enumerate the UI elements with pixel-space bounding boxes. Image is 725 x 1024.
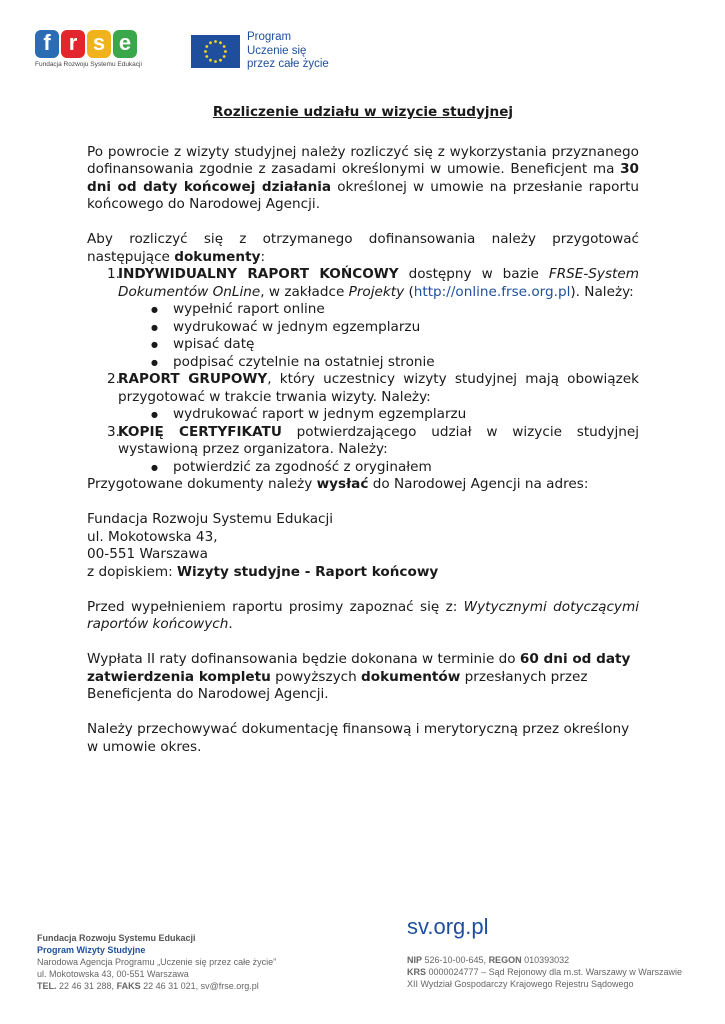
list-item	[87, 266, 639, 371]
required-documents-list	[87, 266, 639, 476]
footer-agency: Narodowa Agencja Programu „Uczenie się przez całe życie”	[37, 957, 277, 967]
documents-intro-colon: :	[260, 248, 266, 265]
system-name: FRSE-System Dokumentów OnLine	[118, 266, 639, 300]
list-item	[87, 424, 639, 477]
bullet-item: ● wpisać datę	[118, 336, 639, 354]
frse-letter-f: f	[35, 30, 59, 58]
item-number: 3.	[107, 423, 120, 440]
footer-program: Program Wizyty Studyjne	[37, 945, 146, 955]
footer-nip: NIP 526-10-00-645, REGON 010393032	[407, 955, 570, 965]
item-title: KOPIĘ CERTYFIKATU	[118, 423, 282, 440]
documents-intro	[87, 231, 639, 266]
address-note-bold: Wizyty studyjne - Raport końcowy	[177, 563, 439, 580]
bullet-item: ● wydrukować w jednym egzemplarzu	[118, 319, 639, 337]
eu-flag-icon	[191, 35, 240, 68]
payment-paragraph: Wypłata II raty dofinansowania będzie dokonana w terminie do 60 dni od daty zatwierdzenia kompletu powyższych dokumentów przesłanych przez Beneficjenta do Narodowej Agencji.	[87, 651, 631, 702]
frse-subtitle: Fundacja Rozwoju Systemu Edukacji	[35, 61, 142, 68]
program-line-3: przez całe życie	[247, 58, 329, 70]
address-line: ul. Mokotowska 43,	[87, 528, 218, 545]
bullet-item: ● wydrukować raport w jednym egzemplarzu	[118, 406, 639, 424]
item-number: 1.	[107, 266, 120, 282]
footer-phone: TEL. 22 46 31 288, FAKS 22 46 31 021, sv@frse.org.pl	[37, 981, 259, 991]
address-line: 00-551 Warszawa	[87, 546, 208, 562]
item-text: KOPIĘ CERTYFIKATU potwierdzającego udział w wizycie studyjnej wystawioną przez organizatora. Należy:	[118, 423, 639, 457]
address-line: Fundacja Rozwoju Systemu Edukacji	[87, 511, 334, 527]
list-item	[87, 371, 639, 424]
send-instructions: Przygotowane dokumenty należy wysłać do Narodowej Agencji na adres:	[87, 476, 589, 492]
frse-letter-s: s	[87, 30, 111, 58]
bullet-list	[118, 406, 639, 424]
storage-paragraph: Należy przechowywać dokumentację finansową i merytoryczną przez określony w umowie okres.	[87, 721, 630, 755]
bullet-item: ● potwierdzić za zgodność z oryginałem	[118, 459, 639, 477]
payment-documents: dokumentów	[361, 668, 461, 685]
documents-intro-text: Aby rozliczyć się z otrzymanego dofinansowania należy przygotować następujące	[87, 231, 639, 265]
frse-letter-e: e	[113, 30, 137, 58]
mailing-address	[87, 511, 639, 581]
send-bold: wysłać	[316, 476, 369, 492]
bullet-item: ● wypełnić raport online	[118, 301, 639, 319]
bullet-list	[118, 459, 639, 477]
online-frse-link[interactable]: http://online.frse.org.pl	[413, 283, 571, 300]
item-text: RAPORT GRUPOWY, który uczestnicy wizyty studyjnej mają obowiązek przygotować w trakcie trwania wizyty. Należy:	[118, 371, 639, 405]
footer-org: Fundacja Rozwoju Systemu Edukacji	[37, 933, 196, 943]
footer-court: XII Wydział Gospodarczy Krajowego Rejestru Sądowego	[407, 979, 634, 989]
guidelines-title: Wytycznymi dotyczącymi raportów końcowych	[87, 598, 639, 632]
program-line-1: Program	[247, 31, 292, 43]
footer-krs: KRS 0000024777 – Sąd Rejonowy dla m.st. Warszawy w Warszawie	[407, 967, 682, 977]
page-header	[35, 30, 355, 75]
bullet-item: ● podpisać czytelnie na ostatniej stronie	[118, 354, 639, 372]
documents-intro-bold: dokumenty	[174, 248, 261, 265]
frse-logo-letters	[35, 30, 147, 58]
document-body	[87, 104, 639, 756]
footer-street: ul. Mokotowska 43, 00-551 Warszawa	[37, 969, 189, 979]
document-title: Rozliczenie udziału w wizycie studyjnej	[212, 104, 514, 120]
intro-text: Po powrocie z wizyty studyjnej należy rozliczyć się z wykorzystania przyznanego dofinansowania zgodnie z zasadami określonymi w umowie. Beneficjent ma	[87, 143, 639, 177]
payment-deadline: 60 dni od daty zatwierdzenia kompletu	[87, 651, 631, 685]
item-number: 2.	[107, 371, 120, 387]
intro-text-end: określonej w umowie na przesłanie raportu końcowego do Narodowej Agencji.	[87, 178, 640, 212]
program-line-2: Uczenie się	[247, 44, 307, 57]
footer-domain: sv.org.pl	[407, 914, 489, 939]
frse-logo	[35, 30, 147, 75]
frse-letter-r: r	[61, 30, 85, 58]
address-note: z dopiskiem: Wizyty studyjne - Raport końcowy	[87, 563, 439, 580]
footer-legal	[407, 912, 682, 990]
tab-name: Projekty	[348, 283, 405, 300]
program-llp-logo-text	[247, 31, 329, 72]
footer-contact	[37, 932, 276, 992]
item-title: RAPORT GRUPOWY	[118, 371, 268, 387]
intro-deadline: 30 dni od daty końcowej działania	[87, 161, 639, 195]
item-text: INDYWIDUALNY RAPORT KOŃCOWY dostępny w bazie FRSE-System Dokumentów OnLine, w zakładce Projekty (http://online.frse.org.pl). Należy:	[118, 266, 639, 300]
bullet-list	[118, 301, 639, 371]
item-title: INDYWIDUALNY RAPORT KOŃCOWY	[118, 266, 399, 282]
intro-paragraph	[87, 144, 639, 214]
guidelines-paragraph: Przed wypełnieniem raportu prosimy zapoznać się z: Wytycznymi dotyczącymi raportów końcowych.	[87, 598, 639, 632]
